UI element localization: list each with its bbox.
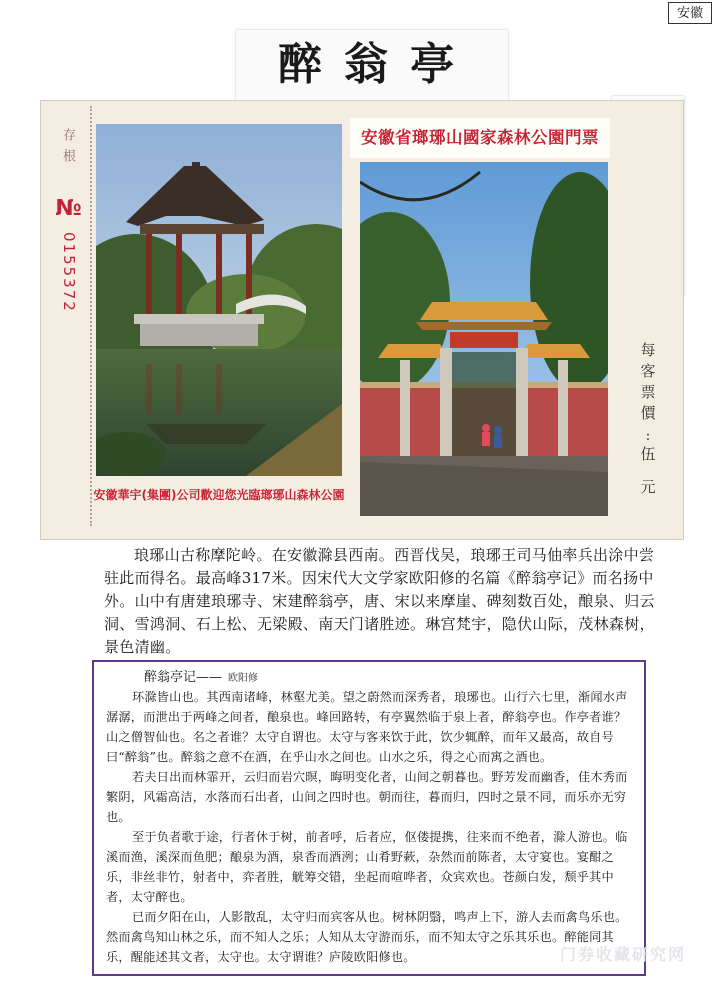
stub-label: 存根: [60, 128, 75, 170]
price-value: 伍元: [638, 446, 657, 512]
intro-paragraph: 琅琊山古称摩陀岭。在安徽滁县西南。西晋伐吴，琅琊王司马伷率兵出涂中尝驻此而得名。最高峰317米。因宋代大文学家欧阳修的名篇《醉翁亭记》而名扬中外。山中有唐建琅琊寺、宋建醉翁亭，唐、宋以来摩崖、碑刻数百处，酿泉、归云洞、雪鸿洞、石上松、无梁殿、南天门诸胜迹。琳宫梵宇，隐伏山际，茂林森树，景色清幽。: [104, 546, 655, 656]
ticket-header: 安徽省瑯琊山國家森林公園門票: [350, 118, 610, 158]
stub-serial-number: 0155372: [60, 232, 78, 313]
prose-title-text: 醉翁亭记——: [144, 670, 223, 685]
prose-box: [92, 660, 646, 976]
prose-paragraph-1: 环滁皆山也。其西南诸峰，林壑尤美。望之蔚然而深秀者，琅琊也。山行六七里，渐闻水声潺潺，而泄出于两峰之间者，酿泉也。峰回路转，有亭翼然临于泉上者，醉翁亭也。作亭者谁？山之僧智仙也。名之者谁？太守自谓也。太守与客来饮于此，饮少辄醉，而年又最高，故自号曰“醉翁”也。醉翁之意不在酒，在乎山水之间也。山水之乐，得之心而寓之酒也。: [106, 690, 628, 764]
price-panel: [612, 304, 684, 540]
prose-paragraph-3: 至于负者歌于途，行者休于树，前者呼，后者应，伛偻提携，往来而不绝者，滁人游也。临溪而渔，溪深而鱼肥；酿泉为酒，泉香而酒洌；山肴野蔌，杂然而前陈者，太守宴也。宴酣之乐，非丝非竹，射者中，弈者胜，觥筹交错，坐起而喧哗者，众宾欢也。苍颜白发，颓乎其中者，太守醉也。: [106, 830, 628, 904]
watermark: 门券收藏研究网: [560, 945, 687, 964]
pavilion-photo: [96, 124, 342, 476]
prose-paragraph-2: 若夫日出而林霏开，云归而岩穴暝，晦明变化者，山间之朝暮也。野芳发而幽香，佳木秀而繁阴，风霜高洁，水落而石出者，山间之四时也。朝而往，暮而归，四时之景不同，而乐亦无穷也。: [106, 770, 628, 824]
prose-paragraph-4: 已而夕阳在山，人影散乱，太守归而宾客从也。树林阴翳，鸣声上下，游人去而禽鸟乐也。然而禽鸟知山林之乐，而不知人之乐；人知从太守游而乐，而不知太守之乐其乐也。醉能同其乐，醒能述其文者，太守也。太守谓谁？庐陵欧阳修也。: [106, 910, 628, 964]
price-label: 每客票價: [638, 342, 657, 426]
prose-author: 欧阳修: [228, 673, 259, 684]
perforation-line: [90, 106, 92, 526]
ticket-footer: 安徽華宇(集團)公司歡迎您光臨瑯琊山森林公園: [93, 488, 345, 502]
prose-title: [144, 666, 632, 685]
page-title: 醉翁亭: [236, 30, 508, 100]
stub-number-sign: №: [56, 196, 81, 221]
gate-photo: [360, 162, 608, 516]
price-separator: :: [645, 428, 651, 444]
corner-tag: 安徽: [668, 2, 712, 24]
